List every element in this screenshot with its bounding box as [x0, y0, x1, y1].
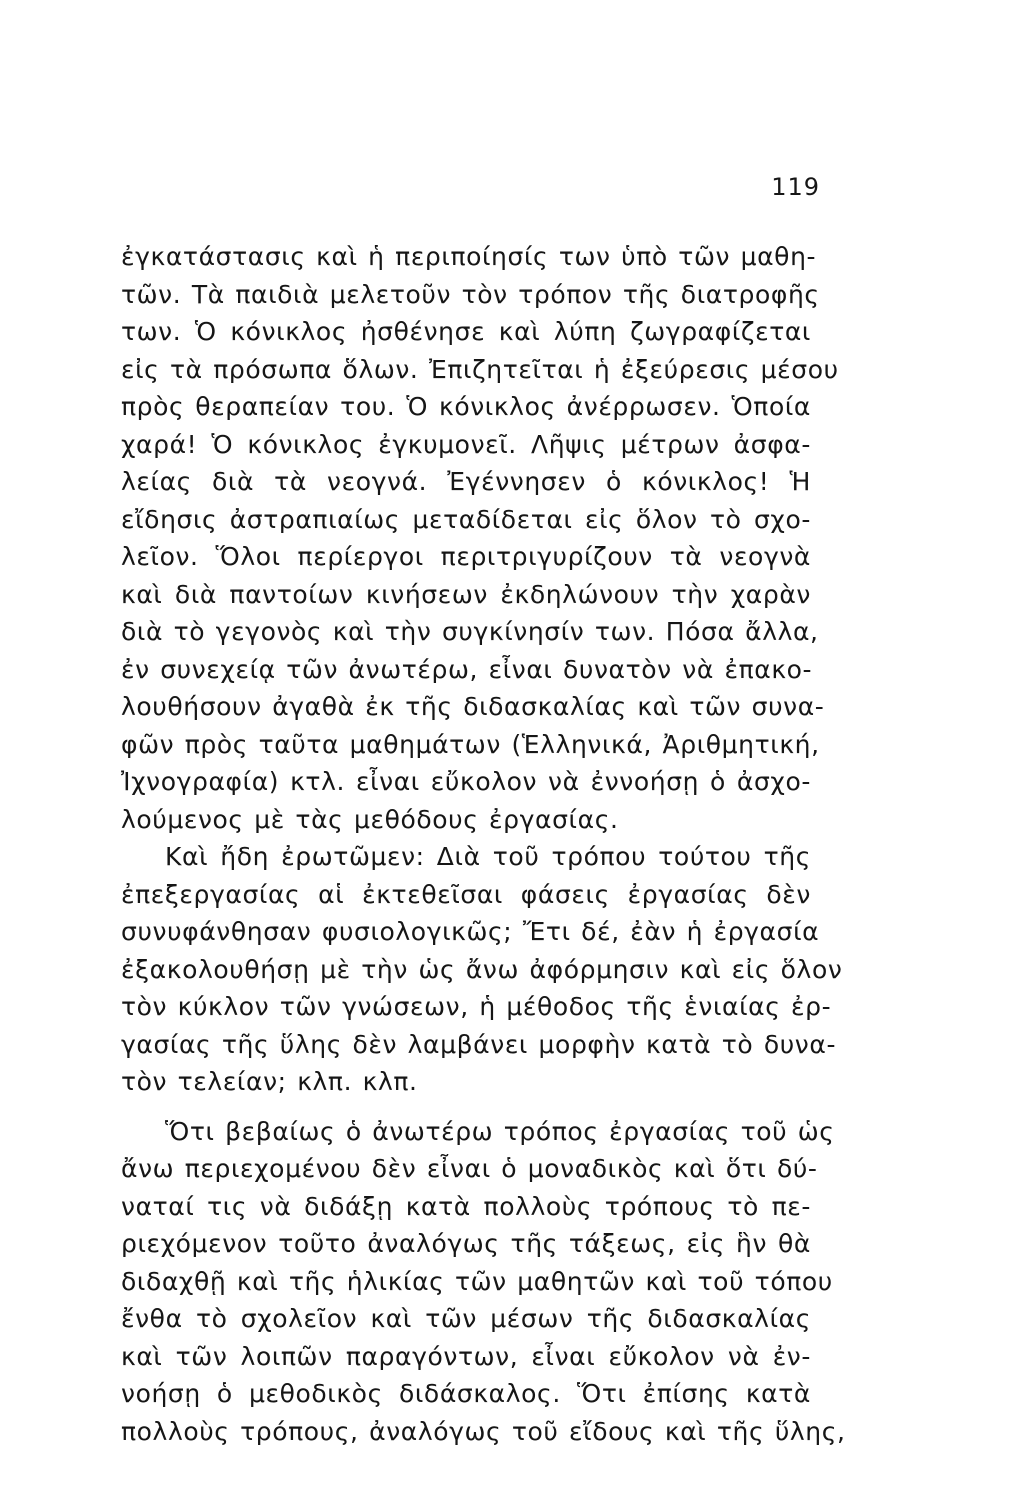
- paragraph-1: [121, 238, 839, 838]
- text-line: λουθήσουν ἀγαθὰ ἐκ τῆς διδασκαλίας καὶ τῶν συνα-: [121, 692, 825, 721]
- text-line: διδαχθῇ καὶ τῆς ἡλικίας τῶν μαθητῶν καὶ τοῦ τόπου: [121, 1266, 833, 1296]
- text-line: εἰς τὰ πρόσωπα ὅλων. Ἐπιζητεῖται ἡ ἐξεύρεσις μέσου: [121, 354, 839, 384]
- text-line: πολλοὺς τρόπους, ἀναλόγως τοῦ εἴδους καὶ τῆς ὕλης,: [121, 1416, 846, 1446]
- paragraph-3: [121, 1113, 846, 1451]
- text-line: Ἰχνογραφία) κτλ. εἶναι εὔκολον νὰ ἐννοήσῃ ὁ ἀσχο-: [121, 767, 811, 796]
- page-number: 119: [771, 173, 820, 201]
- text-line: ἄνω περιεχομένου δὲν εἶναι ὁ μοναδικὸς καὶ ὅτι δύ-: [121, 1154, 818, 1183]
- text-line: ἐπεξεργασίας αἱ ἐκτεθεῖσαι φάσεις ἐργασίας δὲν: [121, 879, 811, 909]
- text-line: πρὸς θεραπείαν του. Ὁ κόνικλος ἀνέρρωσεν. Ὁποία: [121, 392, 811, 421]
- text-line: Ὅτι βεβαίως ὁ ἀνωτέρω τρόπος ἐργασίας τοῦ ὡς: [165, 1116, 835, 1146]
- text-line: των. Ὁ κόνικλος ἠσθένησε καὶ λύπη ζωγραφίζεται: [121, 317, 811, 346]
- text-line: φῶν πρὸς ταῦτα μαθημάτων (Ἑλληνικά, Ἀριθμητική,: [121, 729, 820, 759]
- paragraph-gap: [121, 1101, 811, 1113]
- paragraph-2: [121, 838, 843, 1101]
- text-line: ἐξακολουθήσῃ μὲ τὴν ὡς ἄνω ἀφόρμησιν καὶ εἰς ὅλον: [121, 954, 843, 984]
- body-text: [121, 238, 846, 1450]
- text-line: ἐγκατάστασις καὶ ἡ περιποίησίς των ὑπὸ τῶν μαθη-: [121, 242, 817, 271]
- text-line: τὸν τελείαν; κλπ. κλπ.: [121, 1067, 418, 1096]
- text-line: εἴδησις ἀστραπιαίως μεταδίδεται εἰς ὅλον τὸ σχο-: [121, 504, 811, 534]
- text-line: ριεχόμενον τοῦτο ἀναλόγως τῆς τάξεως, εἰς ἣν θὰ: [121, 1229, 811, 1258]
- text-line: συνυφάνθησαν φυσιολογικῶς; Ἔτι δέ, ἐὰν ἡ ἐργασία: [121, 917, 820, 946]
- text-line: λεῖον. Ὅλοι περίεργοι περιτριγυρίζουν τὰ νεογνὰ: [121, 542, 811, 571]
- text-line: λείας διὰ τὰ νεογνά. Ἐγέννησεν ὁ κόνικλος! Ἡ: [121, 467, 811, 496]
- text-line: τῶν. Τὰ παιδιὰ μελετοῦν τὸν τρόπον τῆς διατροφῆς: [121, 279, 820, 309]
- text-line: Καὶ ἤδη ἐρωτῶμεν: Διὰ τοῦ τρόπου τούτου τῆς: [165, 842, 811, 871]
- text-line: χαρά! Ὁ κόνικλος ἐγκυμονεῖ. Λῆψις μέτρων ἀσφα-: [121, 429, 811, 459]
- text-line: νοήσῃ ὁ μεθοδικὸς διδάσκαλος. Ὅτι ἐπίσης κατὰ: [121, 1379, 811, 1408]
- text-line: ἔνθα τὸ σχολεῖον καὶ τῶν μέσων τῆς διδασκαλίας: [121, 1304, 811, 1333]
- text-line: ἐν συνεχείᾳ τῶν ἀνωτέρω, εἶναι δυνατὸν νὰ ἐπακο-: [121, 654, 813, 684]
- text-line: γασίας τῆς ὕλης δὲν λαμβάνει μορφὴν κατὰ τὸ δυνα-: [121, 1029, 837, 1059]
- text-line: διὰ τὸ γεγονὸς καὶ τὴν συγκίνησίν των. Πόσα ἄλλα,: [121, 617, 819, 646]
- text-line: καὶ διὰ παντοίων κινήσεων ἐκδηλώνουν τὴν χαρὰν: [121, 579, 811, 609]
- text-line: λούμενος μὲ τὰς μεθόδους ἐργασίας.: [121, 804, 619, 834]
- text-line: τὸν κύκλον τῶν γνώσεων, ἡ μέθοδος τῆς ἑνιαίας ἐρ-: [121, 992, 832, 1021]
- text-line: καὶ τῶν λοιπῶν παραγόντων, εἶναι εὔκολον νὰ ἐν-: [121, 1341, 811, 1371]
- text-line: ναταί τις νὰ διδάξῃ κατὰ πολλοὺς τρόπους τὸ πε-: [121, 1191, 811, 1221]
